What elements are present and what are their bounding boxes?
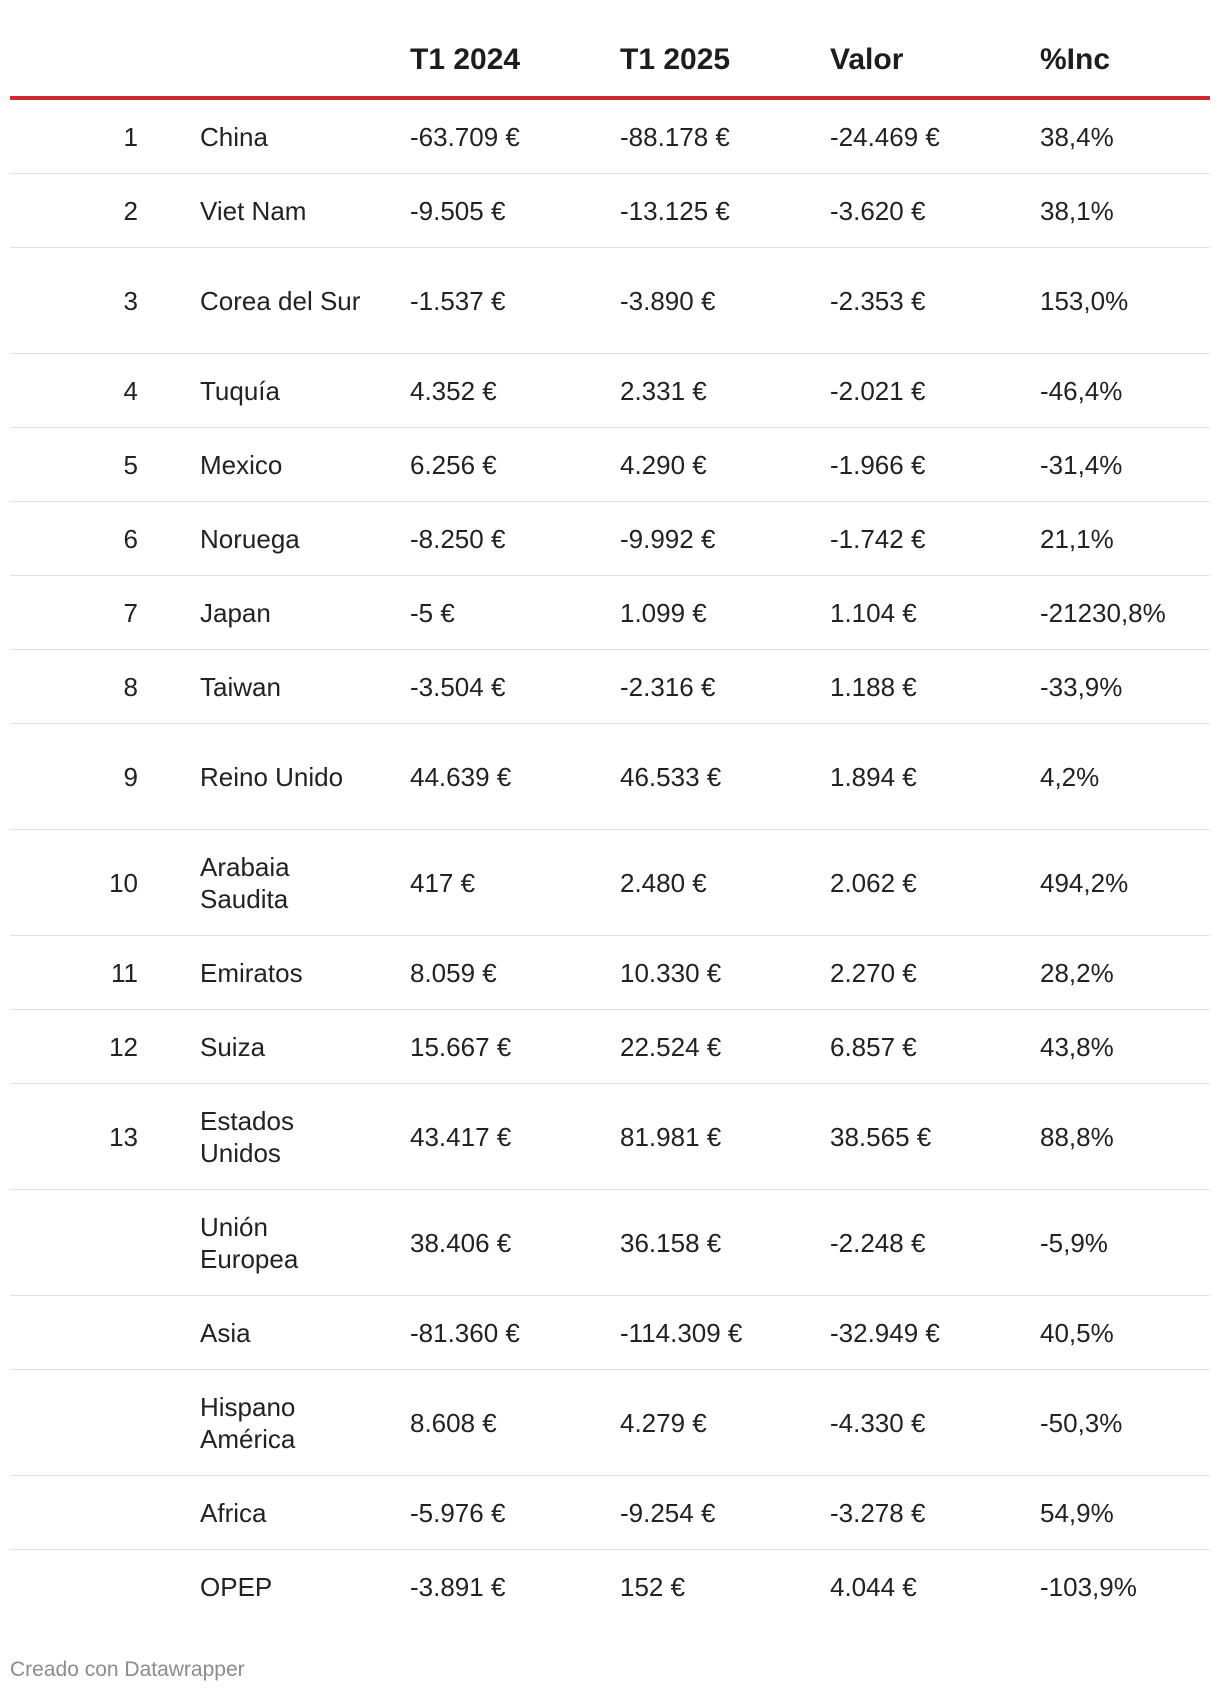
table-row [10, 724, 1210, 830]
rank-cell: 5 [10, 428, 200, 502]
inc-cell: 28,2% [1040, 936, 1210, 1010]
t1-2024-cell: -5 € [410, 576, 620, 650]
table-row [10, 1190, 1210, 1296]
name-cell: Estados Unidos [200, 1084, 410, 1190]
inc-cell: 88,8% [1040, 1084, 1210, 1190]
table-row [10, 1296, 1210, 1370]
t1-2024-cell: 4.352 € [410, 354, 620, 428]
table-row [10, 354, 1210, 428]
t1-2025-cell: -13.125 € [620, 174, 830, 248]
t1-2025-cell: 81.981 € [620, 1084, 830, 1190]
table-row [10, 650, 1210, 724]
table-row [10, 248, 1210, 354]
valor-cell: 4.044 € [830, 1571, 917, 1602]
rank-cell: 4 [10, 354, 200, 428]
t1-2024-cell: 8.059 € [410, 936, 620, 1010]
data-table-container [10, 24, 1210, 1623]
rank-cell [10, 1370, 200, 1476]
inc-cell: -46,4% [1040, 354, 1210, 428]
valor-cell: -2.248 € [830, 1190, 1040, 1296]
t1-2025-cell: 22.524 € [620, 1010, 830, 1084]
t1-2025-cell: -9.254 € [620, 1476, 830, 1550]
t1-2024-cell: -5.976 € [410, 1476, 620, 1550]
t1-2024-cell: 43.417 € [410, 1084, 620, 1190]
t1-2025-cell: 1.099 € [620, 576, 830, 650]
t1-2025-cell: -3.890 € [620, 248, 830, 354]
rank-cell [10, 1296, 200, 1370]
table-row [10, 1370, 1210, 1476]
valor-cell: 1.894 € [830, 724, 1040, 830]
valor-cell: -24.469 € [830, 98, 1040, 174]
t1-2025-cell: 10.330 € [620, 936, 830, 1010]
table-row [10, 428, 1210, 502]
table-header [10, 24, 1210, 98]
name-cell: Africa [200, 1476, 410, 1550]
header-valor: Valor [830, 24, 1040, 98]
table-row [10, 98, 1210, 174]
rank-cell: 12 [10, 1010, 200, 1084]
t1-2025-cell: -114.309 € [620, 1296, 830, 1370]
rank-cell: 2 [10, 174, 200, 248]
name-cell: Hispano América [200, 1370, 410, 1476]
t1-2024-cell: -63.709 € [410, 98, 620, 174]
rank-cell: 8 [10, 650, 200, 724]
rank-cell: 6 [10, 502, 200, 576]
rank-cell [10, 1190, 200, 1296]
rank-cell: 3 [10, 248, 200, 354]
datawrapper-credit: Creado con Datawrapper [10, 1658, 245, 1681]
t1-2025-cell: -2.316 € [620, 650, 830, 724]
table-row [10, 1084, 1210, 1190]
rank-cell: 11 [10, 936, 200, 1010]
valor-cell: -2.021 € [830, 354, 1040, 428]
rank-cell: 7 [10, 576, 200, 650]
inc-cell: 4,2% [1040, 724, 1210, 830]
header-row [10, 24, 1210, 98]
inc-cell: 38,1% [1040, 174, 1210, 248]
t1-2025-cell: 2.480 € [620, 830, 830, 936]
valor-cell: 1.104 € [830, 576, 1040, 650]
name-cell: Suiza [200, 1010, 410, 1084]
t1-2024-cell: 8.608 € [410, 1370, 620, 1476]
table-row [10, 174, 1210, 248]
t1-2024-cell: 15.667 € [410, 1010, 620, 1084]
t1-2024-cell: 44.639 € [410, 724, 620, 830]
inc-cell: -33,9% [1040, 650, 1210, 724]
inc-cell: -21230,8% [1040, 576, 1210, 650]
table-row [10, 1010, 1210, 1084]
name-cell: Mexico [200, 428, 410, 502]
t1-2025-cell: -88.178 € [620, 98, 830, 174]
inc-cell: 54,9% [1040, 1476, 1210, 1550]
t1-2025-cell: 4.290 € [620, 428, 830, 502]
rank-cell: 10 [10, 830, 200, 936]
inc-cell: 153,0% [1040, 248, 1210, 354]
data-table [10, 24, 1210, 1623]
t1-2024-cell: -8.250 € [410, 502, 620, 576]
inc-cell: -50,3% [1040, 1370, 1210, 1476]
t1-2024-cell: -3.891 € [410, 1571, 506, 1602]
valor-cell: -1.742 € [830, 502, 1040, 576]
valor-cell: -1.966 € [830, 428, 1040, 502]
valor-cell: -3.620 € [830, 174, 1040, 248]
header-name [200, 24, 410, 98]
inc-cell: 494,2% [1040, 830, 1210, 936]
t1-2024-cell: 417 € [410, 830, 620, 936]
valor-cell: -32.949 € [830, 1296, 1040, 1370]
inc-cell: 43,8% [1040, 1010, 1210, 1084]
valor-cell: 38.565 € [830, 1084, 1040, 1190]
valor-cell: 2.270 € [830, 936, 1040, 1010]
name-cell: Asia [200, 1296, 410, 1370]
inc-cell: -5,9% [1040, 1190, 1210, 1296]
t1-2024-cell: -1.537 € [410, 248, 620, 354]
valor-cell: 6.857 € [830, 1010, 1040, 1084]
name-cell: OPEP [200, 1571, 273, 1602]
t1-2024-cell: -9.505 € [410, 174, 620, 248]
t1-2024-cell: 38.406 € [410, 1190, 620, 1296]
table-row [10, 1550, 1210, 1624]
inc-cell: -103,9% [1040, 1571, 1137, 1602]
rank-cell: 13 [10, 1084, 200, 1190]
name-cell: Corea del Sur [200, 248, 410, 354]
t1-2025-cell: 46.533 € [620, 724, 830, 830]
rank-cell: 1 [10, 98, 200, 174]
header-inc: %Inc [1040, 24, 1210, 98]
name-cell: Unión Europea [200, 1190, 410, 1296]
rank-cell [10, 1550, 200, 1624]
table-row [10, 576, 1210, 650]
rank-cell: 9 [10, 724, 200, 830]
header-t1-2025: T1 2025 [620, 24, 830, 98]
name-cell: Noruega [200, 502, 410, 576]
inc-cell: 21,1% [1040, 502, 1210, 576]
inc-cell: -31,4% [1040, 428, 1210, 502]
name-cell: Arabaia Saudita [200, 830, 410, 936]
inc-cell: 38,4% [1040, 98, 1210, 174]
t1-2024-cell: -3.504 € [410, 650, 620, 724]
table-row [10, 1476, 1210, 1550]
table-row [10, 936, 1210, 1010]
valor-cell: -4.330 € [830, 1370, 1040, 1476]
header-t1-2024: T1 2024 [410, 24, 620, 98]
table-row [10, 502, 1210, 576]
name-cell: Viet Nam [200, 174, 410, 248]
t1-2025-cell: 152 € [620, 1571, 686, 1602]
name-cell: Emiratos [200, 936, 410, 1010]
name-cell: Taiwan [200, 650, 410, 724]
t1-2024-cell: -81.360 € [410, 1296, 620, 1370]
t1-2025-cell: -9.992 € [620, 502, 830, 576]
valor-cell: 2.062 € [830, 830, 1040, 936]
table-body [10, 98, 1210, 1623]
inc-cell: 40,5% [1040, 1296, 1210, 1370]
name-cell: Japan [200, 576, 410, 650]
t1-2025-cell: 2.331 € [620, 354, 830, 428]
t1-2024-cell: 6.256 € [410, 428, 620, 502]
header-rank [10, 24, 200, 98]
valor-cell: 1.188 € [830, 650, 1040, 724]
rank-cell [10, 1476, 200, 1550]
t1-2025-cell: 4.279 € [620, 1370, 830, 1476]
table-row [10, 830, 1210, 936]
valor-cell: -3.278 € [830, 1476, 1040, 1550]
name-cell: China [200, 98, 410, 174]
t1-2025-cell: 36.158 € [620, 1190, 830, 1296]
name-cell: Tuquía [200, 354, 410, 428]
valor-cell: -2.353 € [830, 248, 1040, 354]
name-cell: Reino Unido [200, 724, 410, 830]
